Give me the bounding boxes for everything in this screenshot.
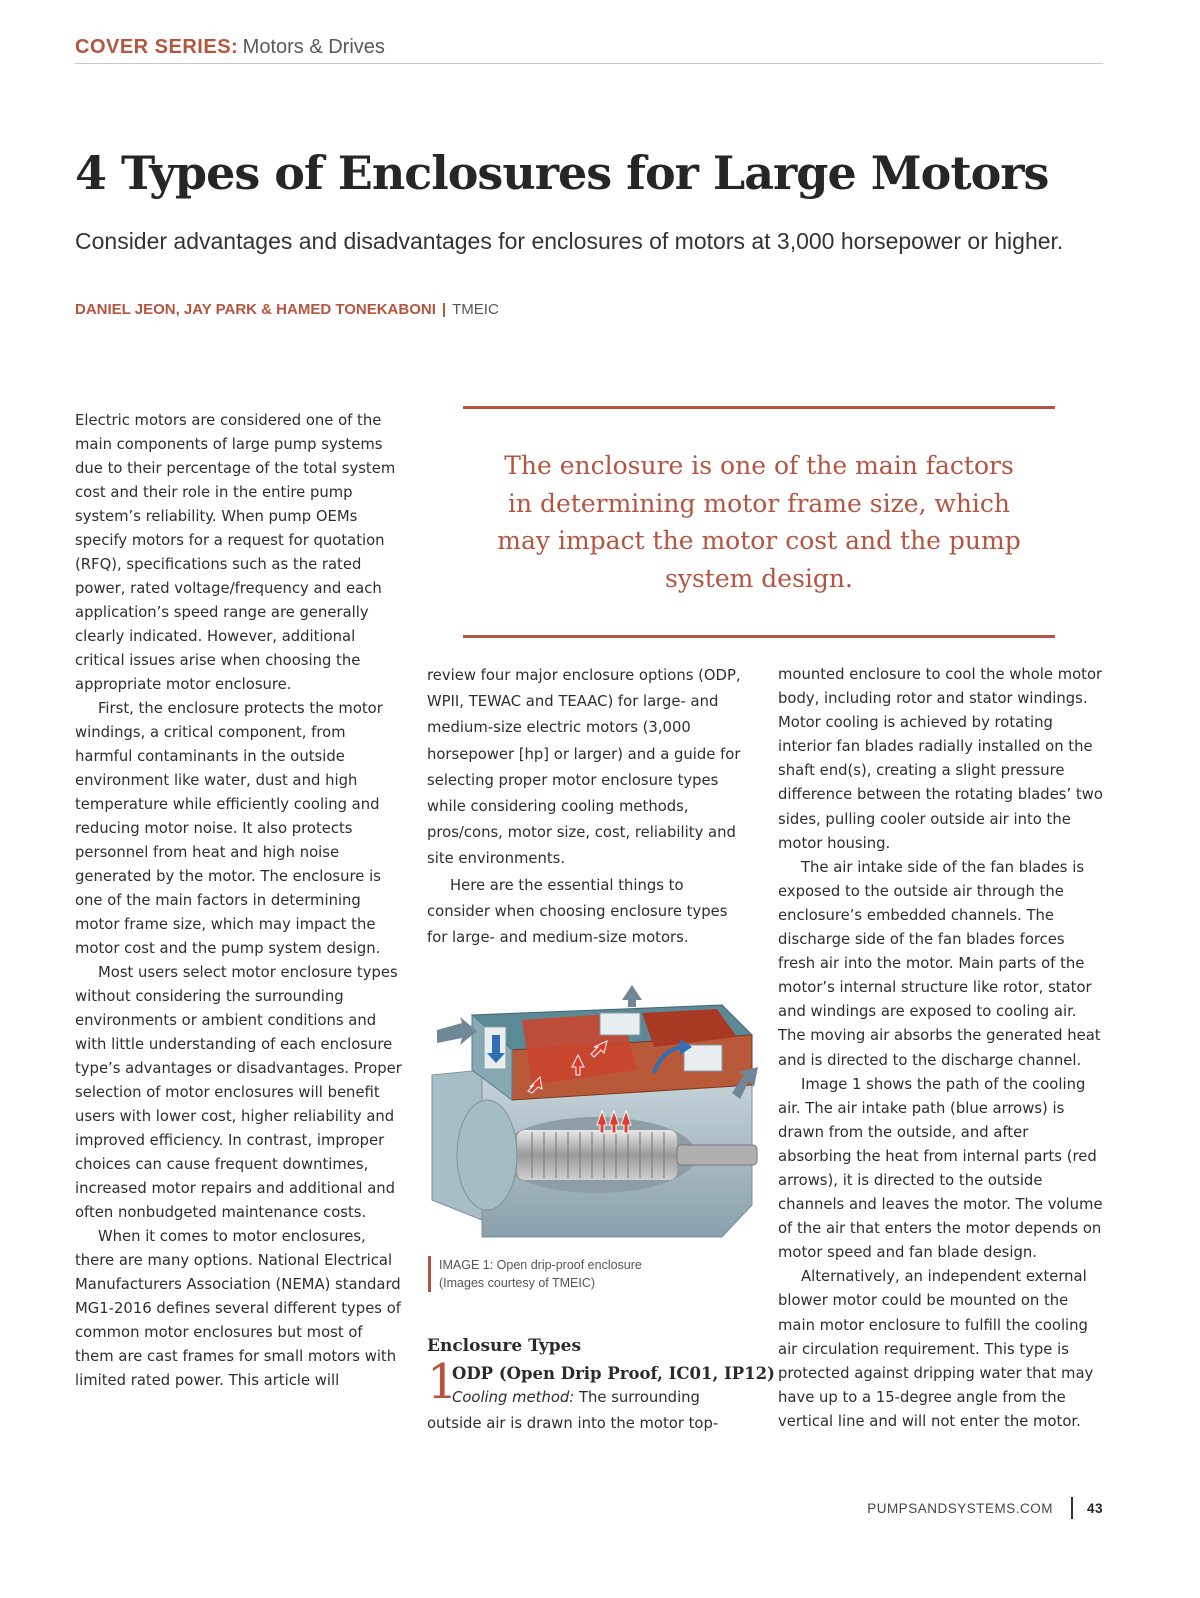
- paragraph: First, the enclosure protects the motor windings, a critical component, from harmful contaminants in the outside environment like water, dust and high temperature while efficiently cooling and reducing motor noise. It also protects personnel from heat and high noise generated by the motor. The enclosure is one of the main factors in determining motor frame size, which may impact the motor cost and the pump system design.: [75, 700, 383, 957]
- caption-title: IMAGE 1: Open drip-proof enclosure: [439, 1258, 642, 1272]
- motor-illustration: [422, 975, 767, 1245]
- odp-motor-cutaway-drawing: [422, 975, 767, 1245]
- paragraph: Alternatively, an independent external blower motor could be mounted on the main motor enclosure to fulfill the cooling air circulation requirement. This type is protected against dripping water that may have up to a 15-degree angle from the vertical line and will not enter the motor.: [778, 1268, 1094, 1430]
- paragraph: Electric motors are considered one of the main components of large pump systems due to their percentage of the total system cost and their role in the entire pump system’s reliability. When pump OEMs specify motors for a request for quotation (RFQ), specifications such as the rated power, rated voltage/frequency and each application’s speed range are generally clearly indicated. However, additional critical issues arise when choosing the appropriate motor enclosure.: [75, 412, 396, 693]
- article-title: 4 Types of Enclosures for Large Motors: [75, 146, 1049, 200]
- column-2: [427, 663, 745, 951]
- page-footer: [867, 1497, 1103, 1519]
- series-topic: Motors & Drives: [242, 36, 385, 58]
- byline-company: TMEIC: [452, 301, 499, 318]
- section-heading: Enclosure Types: [427, 1336, 582, 1356]
- enclosure-type-title: ODP (Open Drip Proof, IC01, IP12): [452, 1364, 775, 1383]
- paragraph: mounted enclosure to cool the whole motor body, including rotor and stator windings. Motor cooling is achieved by rotating interior fan blades radially installed on the shaft end(s), creating a slight pressure difference between the rotating blades’ two sides, pulling cooler outside air into the motor housing.: [778, 666, 1103, 852]
- enclosure-type-text-line: outside air is drawn into the motor top-: [427, 1415, 719, 1432]
- drop-cap-number: 1: [427, 1354, 458, 1410]
- article-subtitle: Consider advantages and disadvantages for enclosures of motors at 3,000 horsepower or higher.: [75, 228, 1064, 254]
- byline-authors: DANIEL JEON, JAY PARK & HAMED TONEKABONI: [75, 301, 436, 318]
- running-header: [75, 36, 1103, 64]
- paragraph: review four major enclosure options (ODP, WPII, TEWAC and TEAAC) for large- and medium-size electric motors (3,000 horsepower [hp] or larger) and a guide for selecting proper motor enclosure types while considering cooling methods, pros/cons, motor size, cost, reliability and site environments.: [427, 667, 741, 868]
- paragraph: Here are the essential things to consider when choosing enclosure types for large- and medium-size motors.: [427, 876, 728, 947]
- paragraph: The air intake side of the fan blades is exposed to the outside air through the enclosure’s embedded channels. The discharge side of the fan blades forces fresh air into the motor. Main parts of the motor’s internal structure like rotor, stator and windings are exposed to cooling air. The moving air absorbs the generated heat and is directed to the discharge channel.: [778, 858, 1101, 1069]
- pull-quote: [463, 406, 1055, 638]
- cooling-method-text: The surrounding: [574, 1389, 700, 1406]
- byline-separator: |: [441, 301, 447, 318]
- byline: [75, 301, 499, 318]
- enclosure-type-text-line: [452, 1389, 700, 1406]
- paragraph: Image 1 shows the path of the cooling air. The air intake path (blue arrows) is drawn from the outside, and after absorbing the heat from internal parts (red arrows), it is directed to the outside channels and leaves the motor. The volume of the air that enters the motor depends on motor speed and fan blade design.: [778, 1075, 1103, 1262]
- paragraph: Most users select motor enclosure types without considering the surrounding environments or ambient conditions and with little understanding of each enclosure type’s advantages or disadvantages. Proper selection of motor enclosures will benefit users with lower cost, higher reliability and improved efficiency. In contrast, improper choices can cause frequent downtimes, increased motor repairs and additional and often nonbudgeted maintenance costs.: [75, 964, 402, 1221]
- series-label: COVER SERIES:: [75, 36, 239, 58]
- caption-credit: (Images courtesy of TMEIC): [439, 1276, 596, 1290]
- cooling-method-label: Cooling method:: [452, 1389, 575, 1406]
- figure-caption: [428, 1256, 748, 1292]
- paragraph: When it comes to motor enclosures, there are many options. National Electrical Manufacturers Association (NEMA) standard MG1-2016 defines several different types of common motor enclosures but most of them are cast frames for small motors with limited rated power. This article will: [75, 1228, 401, 1389]
- page-number: 43: [1086, 1500, 1103, 1516]
- pull-quote-text: The enclosure is one of the main factors in determining motor frame size, which may impact the motor cost and the pump system design.: [497, 451, 1021, 593]
- column-3: [778, 663, 1103, 1434]
- footer-divider: [1071, 1497, 1073, 1519]
- column-1: [75, 409, 405, 1393]
- footer-website: PUMPSANDSYSTEMS.COM: [867, 1500, 1053, 1516]
